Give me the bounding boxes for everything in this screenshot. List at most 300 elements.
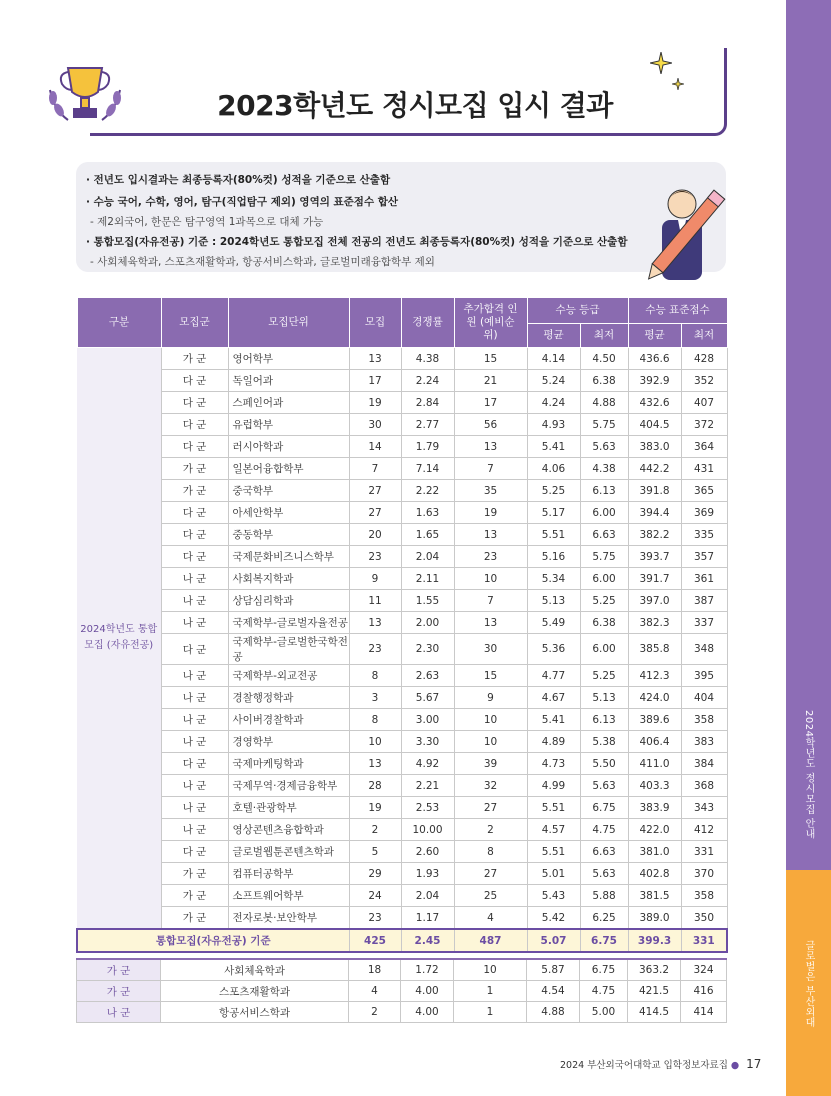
group-cell: 나 군 <box>161 797 228 819</box>
grade-avg-cell: 5.25 <box>527 480 580 502</box>
grade-avg-cell: 4.99 <box>527 775 580 797</box>
total-label: 통합모집(자유전공) 기준 <box>77 929 349 952</box>
additional-cell: 25 <box>454 885 527 907</box>
additional-cell: 56 <box>454 414 527 436</box>
score-avg-cell: 389.0 <box>628 907 681 930</box>
group-cell: 가 군 <box>77 959 161 981</box>
competition-cell: 4.38 <box>401 348 454 370</box>
additional-cell: 2 <box>454 819 527 841</box>
quota-cell: 13 <box>349 753 401 775</box>
group-cell: 가 군 <box>161 885 228 907</box>
trophy-icon <box>40 50 130 130</box>
additional-cell: 7 <box>454 458 527 480</box>
quota-cell: 20 <box>349 524 401 546</box>
grade-avg-cell: 5.01 <box>527 863 580 885</box>
quota-cell: 3 <box>349 687 401 709</box>
table-row <box>77 480 727 502</box>
grade-avg-cell: 4.77 <box>527 665 580 687</box>
grade-avg-cell: 4.73 <box>527 753 580 775</box>
header-score-avg: 평균 <box>628 324 681 348</box>
score-avg-cell: 412.3 <box>628 665 681 687</box>
grade-avg-cell: 5.17 <box>527 502 580 524</box>
score-min-cell: 343 <box>681 797 727 819</box>
value-cell: 1 <box>454 981 527 1002</box>
score-avg-cell: 391.8 <box>628 480 681 502</box>
quota-cell: 24 <box>349 885 401 907</box>
total-value: 2.45 <box>401 929 454 952</box>
grade-min-cell: 4.50 <box>580 348 628 370</box>
additional-cell: 10 <box>454 709 527 731</box>
group-cell: 다 군 <box>161 753 228 775</box>
competition-cell: 2.30 <box>401 634 454 665</box>
quota-cell: 17 <box>349 370 401 392</box>
grade-avg-cell: 5.41 <box>527 436 580 458</box>
unit-cell: 컴퓨터공학부 <box>228 863 349 885</box>
value-cell: 363.2 <box>628 959 681 981</box>
table-row <box>77 546 727 568</box>
value-cell: 6.75 <box>580 959 628 981</box>
value-cell: 4.00 <box>401 1002 454 1023</box>
quota-cell: 7 <box>349 458 401 480</box>
value-cell: 4.88 <box>527 1002 580 1023</box>
group-cell: 가 군 <box>161 348 228 370</box>
note-3: · 통합모집(자유전공) 기준 : 2024학년도 통합모집 전체 전공의 전년도 최종등록자(80%컷) 성적을 기준으로 산출함 <box>86 236 628 248</box>
quota-cell: 23 <box>349 546 401 568</box>
score-min-cell: 331 <box>681 841 727 863</box>
score-min-cell: 365 <box>681 480 727 502</box>
table-row <box>77 981 727 1002</box>
header-score-min: 최저 <box>681 324 727 348</box>
group-cell: 가 군 <box>161 907 228 930</box>
additional-cell: 39 <box>454 753 527 775</box>
grade-min-cell: 6.13 <box>580 709 628 731</box>
grade-min-cell: 6.25 <box>580 907 628 930</box>
admission-results-table <box>76 297 728 953</box>
competition-cell: 2.00 <box>401 612 454 634</box>
group-cell: 다 군 <box>161 634 228 665</box>
category-cell: 2024학년도 통합모집 (자유전공) <box>77 348 161 930</box>
competition-cell: 2.22 <box>401 480 454 502</box>
unit-cell: 국제학부-글로벌한국학전공 <box>228 634 349 665</box>
score-avg-cell: 406.4 <box>628 731 681 753</box>
additional-cell: 17 <box>454 392 527 414</box>
note-2: · 수능 국어, 수학, 영어, 탐구(직업탐구 제외) 영역의 표준점수 합산 <box>86 196 399 208</box>
table-row <box>77 1002 727 1023</box>
additional-cell: 10 <box>454 731 527 753</box>
quota-cell: 5 <box>349 841 401 863</box>
additional-cell: 30 <box>454 634 527 665</box>
table-row <box>77 348 727 370</box>
footer-text: 2024 부산외국어대학교 입학정보자료집 <box>560 1060 728 1071</box>
table-row <box>77 907 727 930</box>
grade-avg-cell: 5.43 <box>527 885 580 907</box>
group-cell: 다 군 <box>161 370 228 392</box>
grade-min-cell: 5.25 <box>580 665 628 687</box>
grade-min-cell: 5.63 <box>580 775 628 797</box>
group-cell: 다 군 <box>161 414 228 436</box>
group-cell: 다 군 <box>161 524 228 546</box>
grade-min-cell: 5.25 <box>580 590 628 612</box>
grade-avg-cell: 5.24 <box>527 370 580 392</box>
grade-avg-cell: 5.36 <box>527 634 580 665</box>
value-cell: 421.5 <box>628 981 681 1002</box>
score-min-cell: 361 <box>681 568 727 590</box>
unit-cell: 독일어과 <box>228 370 349 392</box>
score-avg-cell: 411.0 <box>628 753 681 775</box>
unit-cell: 소프트웨어학부 <box>228 885 349 907</box>
competition-cell: 2.24 <box>401 370 454 392</box>
group-cell: 나 군 <box>77 1002 161 1023</box>
score-min-cell: 357 <box>681 546 727 568</box>
unit-cell: 사회복지학과 <box>228 568 349 590</box>
table-row <box>77 841 727 863</box>
score-min-cell: 358 <box>681 709 727 731</box>
score-avg-cell: 404.5 <box>628 414 681 436</box>
score-avg-cell: 402.8 <box>628 863 681 885</box>
score-min-cell: 348 <box>681 634 727 665</box>
value-cell: 414 <box>681 1002 727 1023</box>
competition-cell: 7.14 <box>401 458 454 480</box>
quota-cell: 2 <box>349 819 401 841</box>
score-min-cell: 412 <box>681 819 727 841</box>
unit-cell: 러시아학과 <box>228 436 349 458</box>
page-footer <box>560 1057 761 1071</box>
score-min-cell: 395 <box>681 665 727 687</box>
unit-cell: 중국학부 <box>228 480 349 502</box>
grade-min-cell: 4.88 <box>580 392 628 414</box>
score-avg-cell: 383.9 <box>628 797 681 819</box>
grade-avg-cell: 5.51 <box>527 524 580 546</box>
table-row <box>77 819 727 841</box>
unit-cell: 유럽학부 <box>228 414 349 436</box>
grade-min-cell: 6.63 <box>580 524 628 546</box>
unit-cell: 상담심리학과 <box>228 590 349 612</box>
table-row <box>77 885 727 907</box>
note-1: · 전년도 입시결과는 최종등록자(80%컷) 성적을 기준으로 산출함 <box>86 174 391 186</box>
competition-cell: 1.63 <box>401 502 454 524</box>
table-row <box>77 392 727 414</box>
grade-avg-cell: 4.14 <box>527 348 580 370</box>
total-value: 399.3 <box>628 929 681 952</box>
unit-cell: 아세안학부 <box>228 502 349 524</box>
group-cell: 가 군 <box>161 863 228 885</box>
quota-cell: 19 <box>349 797 401 819</box>
score-min-cell: 384 <box>681 753 727 775</box>
grade-avg-cell: 4.06 <box>527 458 580 480</box>
unit-cell: 전자로봇·보안학부 <box>228 907 349 930</box>
unit-cell: 국제무역·경제금융학부 <box>228 775 349 797</box>
unit-cell: 사이버경찰학과 <box>228 709 349 731</box>
score-avg-cell: 383.0 <box>628 436 681 458</box>
quota-cell: 13 <box>349 612 401 634</box>
table-row <box>77 612 727 634</box>
unit-cell: 호텔·관광학부 <box>228 797 349 819</box>
group-cell: 나 군 <box>161 590 228 612</box>
quota-cell: 27 <box>349 480 401 502</box>
group-cell: 다 군 <box>161 841 228 863</box>
unit-cell: 경영학부 <box>228 731 349 753</box>
additional-cell: 27 <box>454 863 527 885</box>
score-avg-cell: 397.0 <box>628 590 681 612</box>
additional-cell: 4 <box>454 907 527 930</box>
unit-cell: 국제학부-외교전공 <box>228 665 349 687</box>
grade-avg-cell: 4.24 <box>527 392 580 414</box>
score-avg-cell: 436.6 <box>628 348 681 370</box>
grade-min-cell: 6.75 <box>580 797 628 819</box>
value-cell: 414.5 <box>628 1002 681 1023</box>
total-value: 6.75 <box>580 929 628 952</box>
grade-min-cell: 6.38 <box>580 612 628 634</box>
grade-avg-cell: 5.34 <box>527 568 580 590</box>
header-unit: 모집단위 <box>228 298 349 348</box>
grade-min-cell: 5.50 <box>580 753 628 775</box>
student-with-pencil-illustration <box>640 180 730 290</box>
total-value: 425 <box>349 929 401 952</box>
score-avg-cell: 432.6 <box>628 392 681 414</box>
competition-cell: 4.92 <box>401 753 454 775</box>
quota-cell: 30 <box>349 414 401 436</box>
group-cell: 다 군 <box>161 436 228 458</box>
table-row <box>77 436 727 458</box>
note-3-sub: - 사회체육학과, 스포츠재활학과, 항공서비스학과, 글로벌미래융합학부 제외 <box>90 256 435 268</box>
table-row <box>77 687 727 709</box>
score-avg-cell: 381.0 <box>628 841 681 863</box>
quota-cell: 10 <box>349 731 401 753</box>
score-min-cell: 352 <box>681 370 727 392</box>
group-cell: 나 군 <box>161 687 228 709</box>
unit-cell: 국제마케팅학과 <box>228 753 349 775</box>
additional-cell: 13 <box>454 612 527 634</box>
grade-min-cell: 6.00 <box>580 568 628 590</box>
grade-min-cell: 5.88 <box>580 885 628 907</box>
group-cell: 나 군 <box>161 819 228 841</box>
score-avg-cell: 394.4 <box>628 502 681 524</box>
additional-cell: 35 <box>454 480 527 502</box>
grade-min-cell: 5.38 <box>580 731 628 753</box>
competition-cell: 1.17 <box>401 907 454 930</box>
header-category: 구분 <box>77 298 161 348</box>
unit-cell: 항공서비스학과 <box>161 1002 349 1023</box>
page-number: 17 <box>746 1057 762 1071</box>
competition-cell: 1.55 <box>401 590 454 612</box>
additional-cell: 7 <box>454 590 527 612</box>
footer-dot: ● <box>730 1060 740 1071</box>
group-cell: 다 군 <box>161 546 228 568</box>
score-min-cell: 372 <box>681 414 727 436</box>
table-row <box>77 665 727 687</box>
score-min-cell: 428 <box>681 348 727 370</box>
competition-cell: 1.93 <box>401 863 454 885</box>
grade-avg-cell: 5.51 <box>527 841 580 863</box>
total-value: 487 <box>454 929 527 952</box>
quota-cell: 11 <box>349 590 401 612</box>
unit-cell: 글로벌웹툰콘텐츠학과 <box>228 841 349 863</box>
group-cell: 가 군 <box>77 981 161 1002</box>
competition-cell: 2.04 <box>401 546 454 568</box>
unit-cell: 일본어융합학부 <box>228 458 349 480</box>
score-min-cell: 431 <box>681 458 727 480</box>
group-cell: 가 군 <box>161 458 228 480</box>
table-row <box>77 458 727 480</box>
side-tab-section-label: 2024학년도 정시모집 안내 <box>803 710 814 840</box>
additional-cell: 9 <box>454 687 527 709</box>
page-title: 2023학년도 정시모집 입시 결과 <box>217 89 613 122</box>
grade-min-cell: 6.63 <box>580 841 628 863</box>
quota-cell: 29 <box>349 863 401 885</box>
group-cell: 나 군 <box>161 568 228 590</box>
score-min-cell: 337 <box>681 612 727 634</box>
additional-cell: 8 <box>454 841 527 863</box>
score-min-cell: 370 <box>681 863 727 885</box>
additional-cell: 21 <box>454 370 527 392</box>
grade-avg-cell: 5.13 <box>527 590 580 612</box>
grade-min-cell: 4.38 <box>580 458 628 480</box>
score-min-cell: 335 <box>681 524 727 546</box>
group-cell: 나 군 <box>161 731 228 753</box>
value-cell: 416 <box>681 981 727 1002</box>
score-avg-cell: 391.7 <box>628 568 681 590</box>
quota-cell: 28 <box>349 775 401 797</box>
table-row <box>77 568 727 590</box>
score-min-cell: 350 <box>681 907 727 930</box>
unit-cell: 영상콘텐츠융합학과 <box>228 819 349 841</box>
grade-avg-cell: 4.93 <box>527 414 580 436</box>
value-cell: 18 <box>349 959 401 981</box>
score-min-cell: 387 <box>681 590 727 612</box>
unit-cell: 경찰행정학과 <box>228 687 349 709</box>
unit-cell: 스페인어과 <box>228 392 349 414</box>
quota-cell: 13 <box>349 348 401 370</box>
value-cell: 1.72 <box>401 959 454 981</box>
table-row <box>77 731 727 753</box>
competition-cell: 1.65 <box>401 524 454 546</box>
additional-cell: 27 <box>454 797 527 819</box>
table-row <box>77 797 727 819</box>
grade-min-cell: 4.75 <box>580 819 628 841</box>
table-row <box>77 863 727 885</box>
grade-avg-cell: 4.57 <box>527 819 580 841</box>
grade-avg-cell: 5.16 <box>527 546 580 568</box>
unit-cell: 스포츠재활학과 <box>161 981 349 1002</box>
competition-cell: 2.63 <box>401 665 454 687</box>
group-cell: 다 군 <box>161 502 228 524</box>
note-2-sub: - 제2외국어, 한문은 탐구영역 1과목으로 대체 가능 <box>90 216 324 228</box>
grade-min-cell: 6.13 <box>580 480 628 502</box>
additional-cell: 15 <box>454 665 527 687</box>
quota-cell: 23 <box>349 634 401 665</box>
table-row <box>77 370 727 392</box>
score-min-cell: 368 <box>681 775 727 797</box>
table-row <box>77 959 727 981</box>
table-row <box>77 709 727 731</box>
table-row <box>77 775 727 797</box>
grade-min-cell: 5.63 <box>580 436 628 458</box>
additional-cell: 15 <box>454 348 527 370</box>
grade-avg-cell: 5.41 <box>527 709 580 731</box>
score-min-cell: 404 <box>681 687 727 709</box>
grade-min-cell: 5.75 <box>580 546 628 568</box>
table-row <box>77 414 727 436</box>
quota-cell: 27 <box>349 502 401 524</box>
grade-min-cell: 6.00 <box>580 634 628 665</box>
group-cell: 가 군 <box>161 480 228 502</box>
header-grade-min: 최저 <box>580 324 628 348</box>
grade-min-cell: 6.38 <box>580 370 628 392</box>
competition-cell: 2.21 <box>401 775 454 797</box>
competition-cell: 10.00 <box>401 819 454 841</box>
grade-avg-cell: 5.42 <box>527 907 580 930</box>
total-row <box>77 929 727 952</box>
unit-cell: 국제학부-글로벌자율전공 <box>228 612 349 634</box>
side-tab-slogan: 글로벌은 부산외대 <box>803 940 814 1028</box>
grade-avg-cell: 4.67 <box>527 687 580 709</box>
score-avg-cell: 422.0 <box>628 819 681 841</box>
competition-cell: 2.77 <box>401 414 454 436</box>
grade-min-cell: 5.63 <box>580 863 628 885</box>
competition-cell: 2.11 <box>401 568 454 590</box>
header-score: 수능 표준점수 <box>628 298 727 324</box>
value-cell: 5.00 <box>580 1002 628 1023</box>
header-grade-avg: 평균 <box>527 324 580 348</box>
total-value: 331 <box>681 929 727 952</box>
unit-cell: 사회체육학과 <box>161 959 349 981</box>
table-row <box>77 590 727 612</box>
value-cell: 1 <box>454 1002 527 1023</box>
score-avg-cell: 382.3 <box>628 612 681 634</box>
header-quota: 모집 <box>349 298 401 348</box>
score-avg-cell: 442.2 <box>628 458 681 480</box>
group-cell: 나 군 <box>161 665 228 687</box>
grade-avg-cell: 4.89 <box>527 731 580 753</box>
quota-cell: 23 <box>349 907 401 930</box>
table-row <box>77 524 727 546</box>
competition-cell: 3.00 <box>401 709 454 731</box>
competition-cell: 5.67 <box>401 687 454 709</box>
table-row <box>77 502 727 524</box>
separate-admission-table <box>76 958 727 1023</box>
value-cell: 2 <box>349 1002 401 1023</box>
total-value: 5.07 <box>527 929 580 952</box>
group-cell: 나 군 <box>161 775 228 797</box>
header-group: 모집군 <box>161 298 228 348</box>
quota-cell: 19 <box>349 392 401 414</box>
value-cell: 324 <box>681 959 727 981</box>
table-row <box>77 634 727 665</box>
competition-cell: 3.30 <box>401 731 454 753</box>
quota-cell: 8 <box>349 709 401 731</box>
score-avg-cell: 393.7 <box>628 546 681 568</box>
header-grade: 수능 등급 <box>527 298 628 324</box>
header-competition: 경쟁률 <box>401 298 454 348</box>
sparkle-icon <box>650 52 672 74</box>
header-additional: 추가합격 인원 (예비순위) <box>454 298 527 348</box>
score-min-cell: 383 <box>681 731 727 753</box>
additional-cell: 13 <box>454 436 527 458</box>
score-avg-cell: 403.3 <box>628 775 681 797</box>
value-cell: 4.00 <box>401 981 454 1002</box>
grade-min-cell: 5.75 <box>580 414 628 436</box>
unit-cell: 중동학부 <box>228 524 349 546</box>
unit-cell: 영어학부 <box>228 348 349 370</box>
additional-cell: 23 <box>454 546 527 568</box>
value-cell: 4 <box>349 981 401 1002</box>
competition-cell: 2.84 <box>401 392 454 414</box>
quota-cell: 8 <box>349 665 401 687</box>
group-cell: 다 군 <box>161 392 228 414</box>
competition-cell: 2.60 <box>401 841 454 863</box>
score-min-cell: 369 <box>681 502 727 524</box>
quota-cell: 14 <box>349 436 401 458</box>
